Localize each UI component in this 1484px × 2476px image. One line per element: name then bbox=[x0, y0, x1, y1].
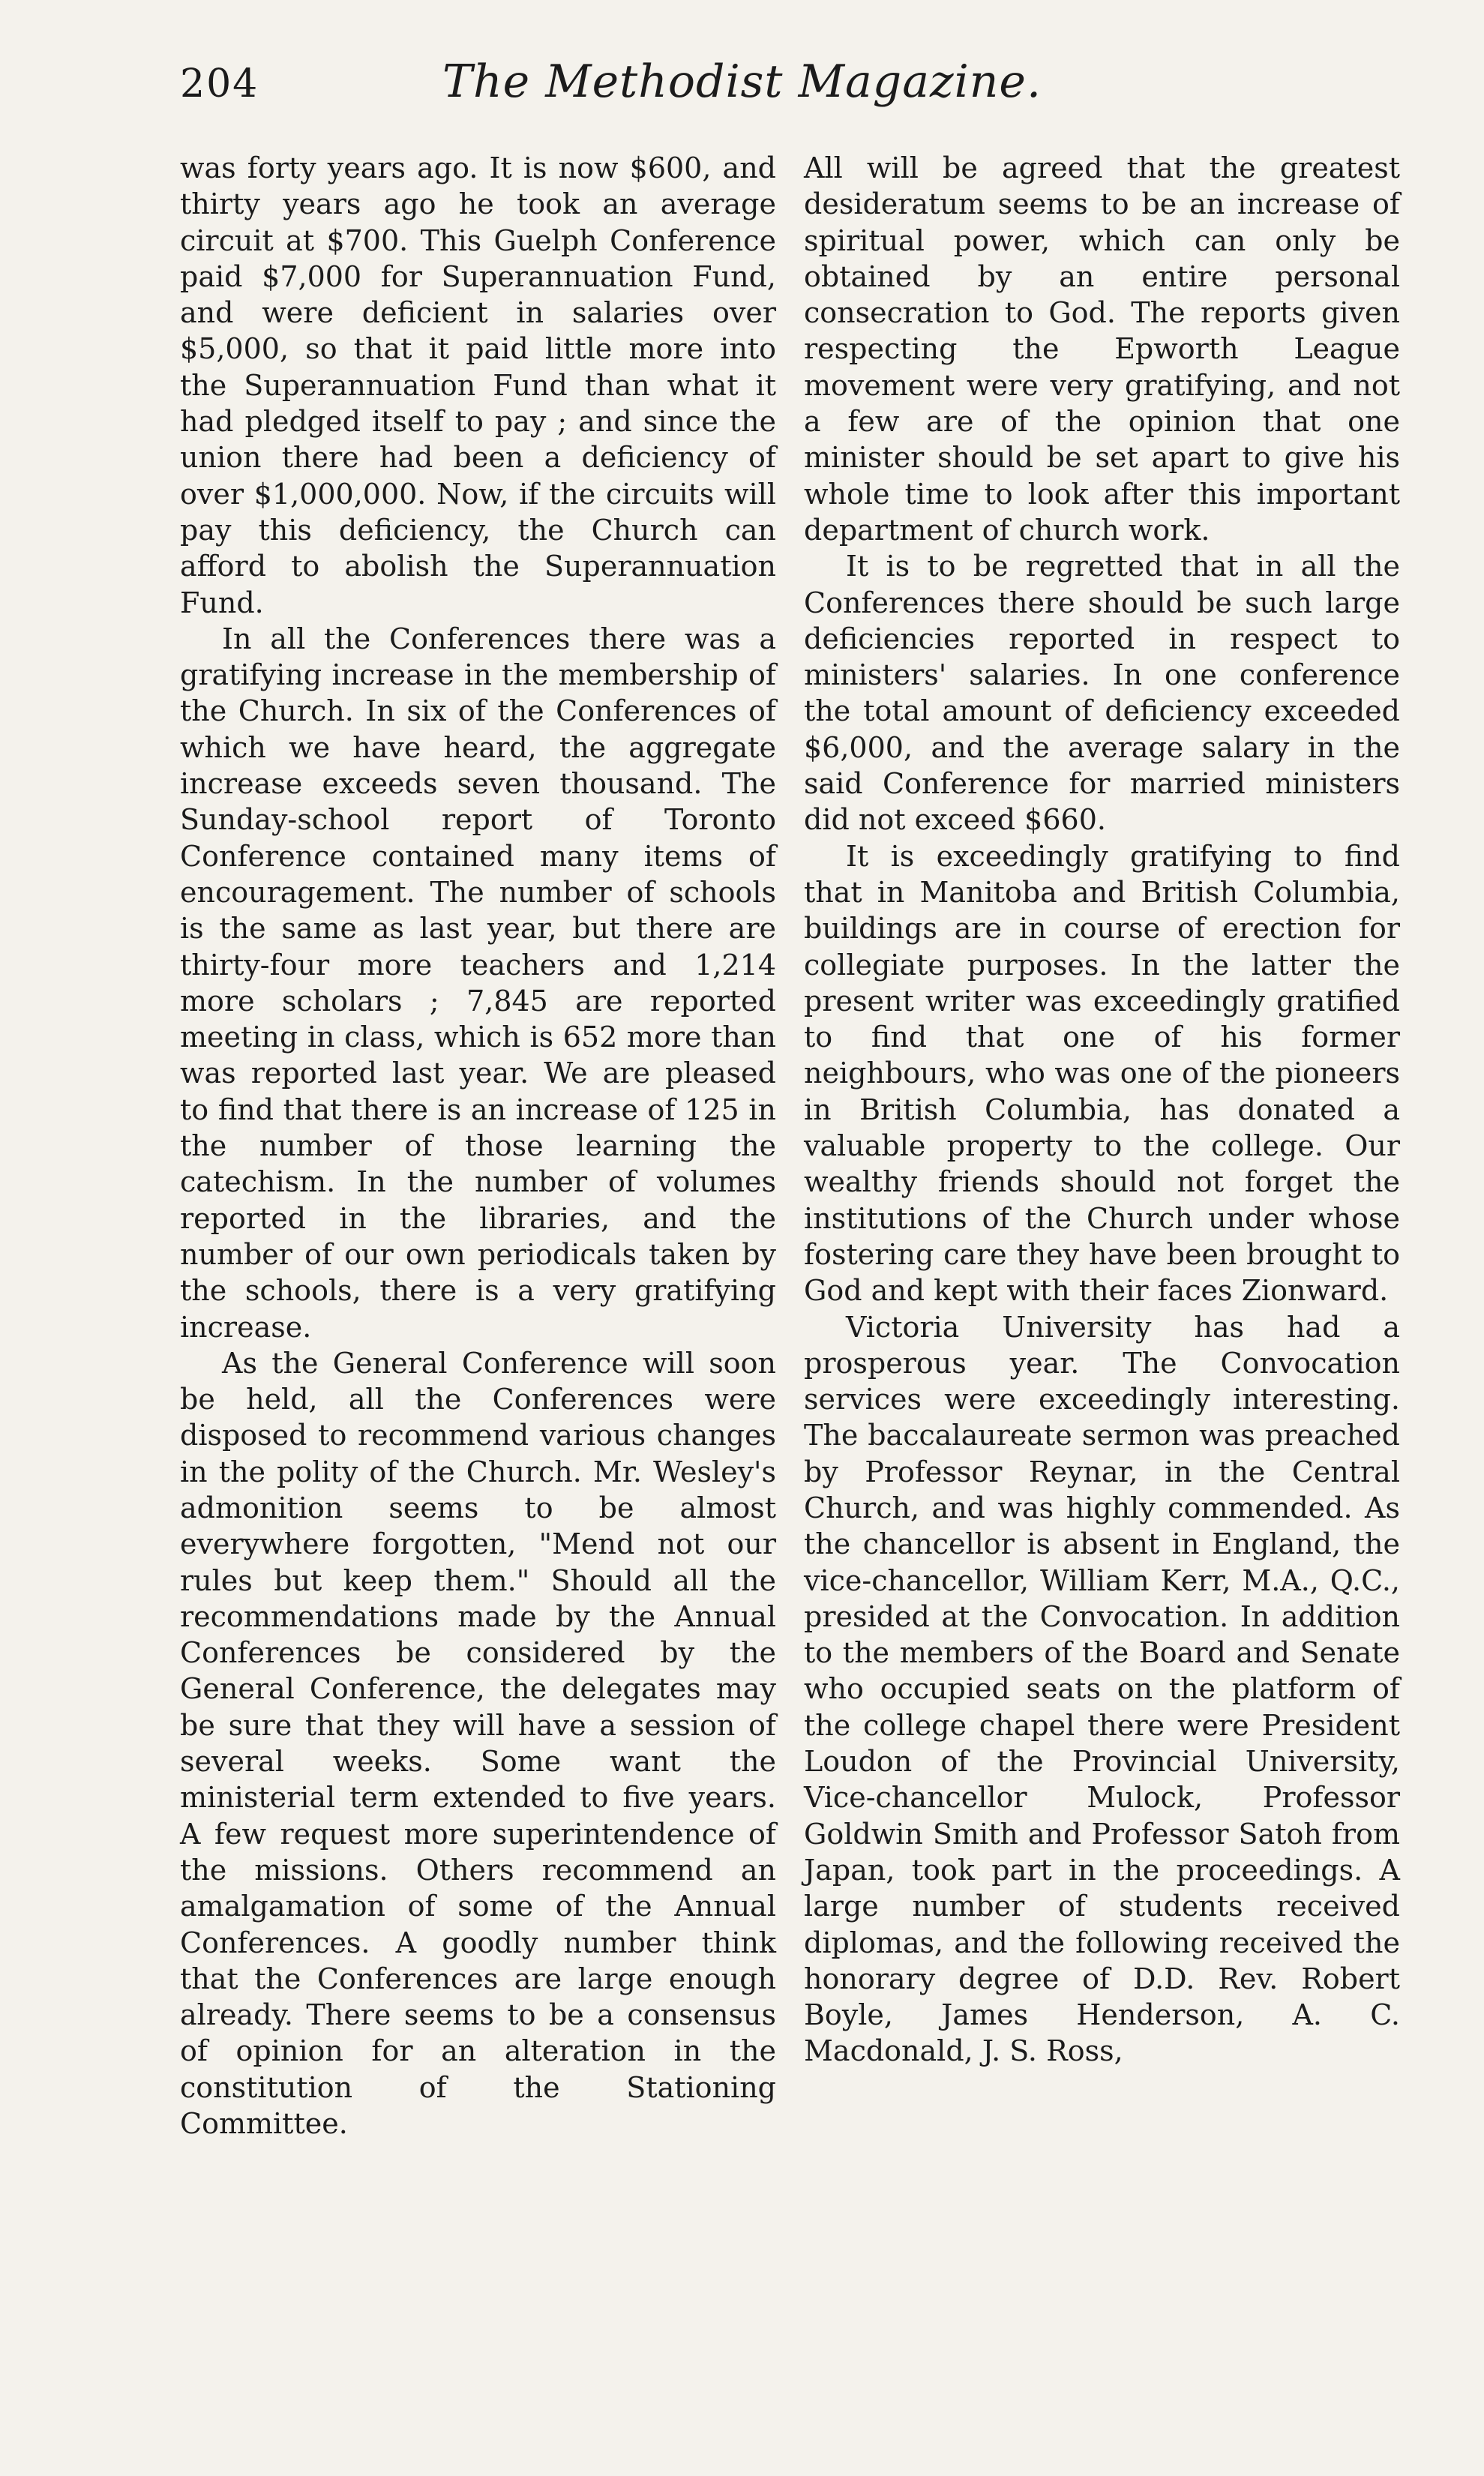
paragraph: In all the Conferences there was a gratifying increase in the membership of the Church. In six of the Conferences of which we have heard, the aggregate increase exceeds seven thousand. The Sunday-school report of Toronto Conference contained many items of encouragement. The number of schools is the same as last year, but there are thirty-four more teachers and 1,214 more scholars ; 7,845 are reported meeting in class, which is 652 more than was reported last year. We are pleased to find that there is an increase of 125 in the number of those learning the catechism. In the number of volumes reported in the libraries, and the number of our own periodicals taken by the schools, there is a very gratifying increase. bbox=[180, 622, 776, 1344]
page-number: 204 bbox=[180, 61, 259, 106]
paragraph: Victoria University has had a prosperous year. The Convocation services were exceedingly interesting. The baccalaureate sermon was preached by Professor Reynar, in the Central Church, and was highly commended. As the chancellor is absent in England, the vice-chancellor, William Kerr, M.A., Q.C., presided at the Convocation. In addition to the members of the Board and Senate who occupied seats on the platform of the college chapel there were President Loudon of the Provincial University, Vice-chancellor Mulock, Professor Goldwin Smith and Professor Satoh from Japan, took part in the proceedings. A large number of students received diplomas, and the following received the honorary degree of D.D. Rev. Robert Boyle, James Henderson, A. C. Macdonald, J. S. Ross, bbox=[804, 1310, 1400, 2068]
paragraph: All will be agreed that the greatest desideratum seems to be an increase of spiritual power, which can only be obtained by an entire personal consecration to God. The reports given respecting the Epworth League movement were very gratifying, and not a few are of the opinion that one minister should be set apart to give his whole time to look after this important department of church work. bbox=[804, 151, 1400, 547]
left-column bbox=[180, 150, 776, 2142]
paragraph: As the General Conference will soon be held, all the Conferences were disposed to recommend various changes in the polity of the Church. Mr. Wesley's admonition seems to be almost everywhere forgotten, "Mend not our rules but keep them." Should all the recommendations made by the Annual Conferences be considered by the General Conference, the delegates may be sure that they will have a session of several weeks. Some want the ministerial term extended to five years. A few request more superintendence of the missions. Others recommend an amalgamation of some of the Annual Conferences. A goodly number think that the Conferences are large enough already. There seems to be a consensus of opinion for an alteration in the constitution of the Stationing Committee. bbox=[180, 1346, 776, 2141]
running-title: The Methodist Magazine. bbox=[442, 55, 1042, 108]
paragraph: was forty years ago. It is now $600, and thirty years ago he took an average circuit at $700. This Guelph Conference paid $7,000 for Superannuation Fund, and were deficient in salaries over $5,000, so that it paid little more into the Superannuation Fund than what it had pledged itself to pay ; and since the union there had been a deficiency of over $1,000,000. Now, if the circuits will pay this deficiency, the Church can afford to abolish the Superannuation Fund. bbox=[180, 151, 776, 619]
right-column bbox=[804, 150, 1400, 2070]
paragraph: It is to be regretted that in all the Conferences there should be such large deficiencies reported in respect to ministers' salaries. In one conference the total amount of deficiency exceeded $6,000, and the average salary in the said Conference for married ministers did not exceed $660. bbox=[804, 550, 1400, 837]
paragraph: It is exceedingly gratifying to find that in Manitoba and British Columbia, buildings are in course of erection for collegiate purposes. In the latter the present writer was exceedingly gratified to find that one of his former neighbours, who was one of the pioneers in British Columbia, has donated a valuable property to the college. Our wealthy friends should not forget the institutions of the Church under whose fostering care they have been brought to God and kept with their faces Zionward. bbox=[804, 839, 1400, 1308]
